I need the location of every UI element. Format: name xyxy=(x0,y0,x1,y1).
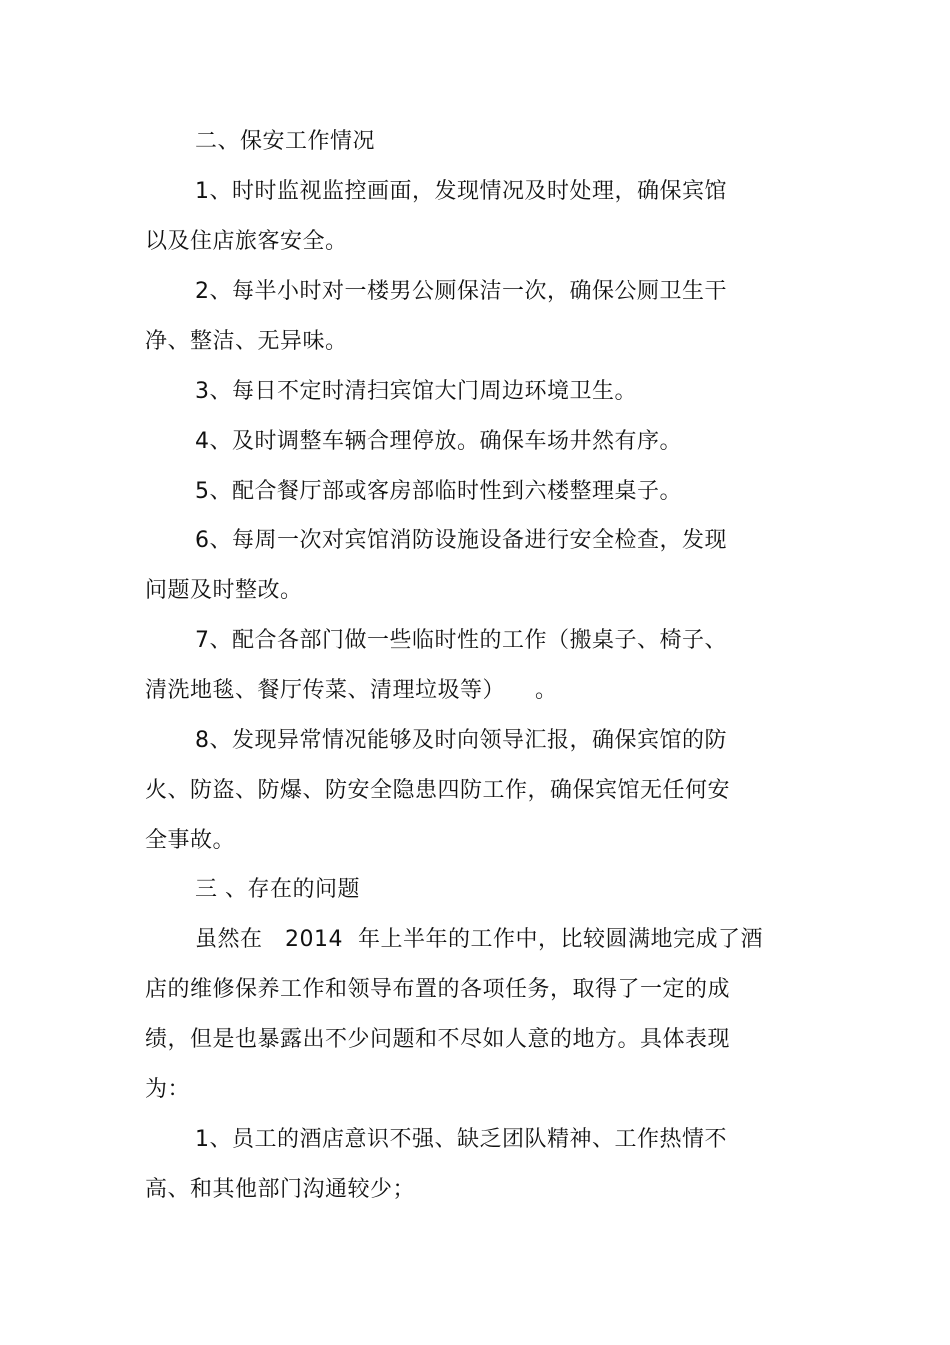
paragraph-line: 高、和其他部门沟通较少； xyxy=(145,1177,416,1202)
paragraph-line: 为： xyxy=(145,1077,191,1102)
paragraph-line: 净、整洁、无异味。 xyxy=(145,329,348,354)
paragraph-line: 以及住店旅客安全。 xyxy=(145,229,348,254)
paragraph-line: 2、每半小时对一楼男公厕保洁一次，确保公厕卫生干 xyxy=(195,279,727,304)
paragraph-line: 店的维修保养工作和领导布置的各项任务，取得了一定的成 xyxy=(145,977,731,1002)
paragraph-line: 虽然在 2014 年上半年的工作中，比较圆满地完成了酒 xyxy=(195,927,763,952)
paragraph-line: 1、员工的酒店意识不强、缺乏团队精神、工作热情不 xyxy=(195,1127,727,1152)
paragraph-line: 6、每周一次对宾馆消防设施设备进行安全检查，发现 xyxy=(195,528,727,553)
paragraph-line: 绩，但是也暴露出不少问题和不尽如人意的地方。具体表现 xyxy=(145,1027,731,1052)
paragraph-line: 全事故。 xyxy=(145,828,236,853)
paragraph-line: 火、防盗、防爆、防安全隐患四防工作，确保宾馆无任何安 xyxy=(145,778,731,803)
paragraph-line: 7、配合各部门做一些临时性的工作（搬桌子、椅子、 xyxy=(195,628,727,653)
section-heading-security: 二、保安工作情况 xyxy=(195,129,376,154)
paragraph-line: 4、及时调整车辆合理停放。确保车场井然有序。 xyxy=(195,429,682,454)
paragraph-line: 3、每日不定时清扫宾馆大门周边环境卫生。 xyxy=(195,379,637,404)
section-heading-issues: 三 、存在的问题 xyxy=(195,877,360,902)
paragraph-line: 问题及时整改。 xyxy=(145,578,303,603)
paragraph-line: 清洗地毯、餐厅传菜、清理垃圾等） 。 xyxy=(145,678,558,703)
paragraph-line: 5、配合餐厅部或客房部临时性到六楼整理桌子。 xyxy=(195,479,682,504)
paragraph-line: 8、发现异常情况能够及时向领导汇报，确保宾馆的防 xyxy=(195,728,727,753)
paragraph-line: 1、时时监视监控画面，发现情况及时处理，确保宾馆 xyxy=(195,179,727,204)
